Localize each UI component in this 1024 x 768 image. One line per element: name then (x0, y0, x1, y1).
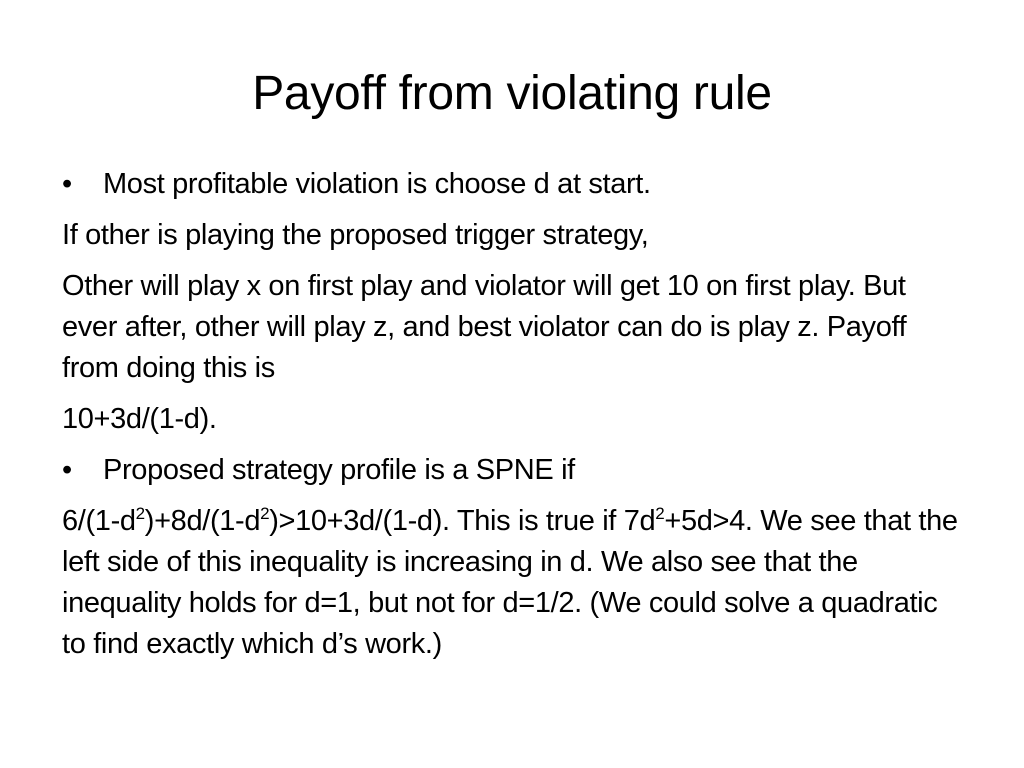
bullet-text-2: Proposed strategy profile is a SPNE if (103, 454, 575, 486)
exponent-2: 2 (260, 504, 270, 523)
inequality-text-1: 6/(1-d (62, 505, 136, 537)
exponent-1: 2 (135, 504, 145, 523)
bullet-item-1 (62, 164, 962, 205)
slide-title: Payoff from violating rule (252, 67, 772, 120)
paragraph-1: If other is playing the proposed trigger strategy, (62, 219, 649, 251)
bullet-text-1: Most profitable violation is choose d at start. (103, 168, 651, 200)
bullet-marker: • (62, 454, 72, 486)
paragraph-2: Other will play x on first play and violator will get 10 on first play. But ever after, other will play z, and best violator can do is play z. Payoff from doing this is (62, 270, 907, 384)
inequality-text-3: )>10+3d/(1-d). This is true if 7d (269, 505, 656, 537)
paragraph-3: 10+3d/(1-d). (62, 403, 217, 435)
bullet-item-2 (62, 450, 962, 491)
exponent-3: 2 (655, 504, 665, 523)
bullet-marker: • (62, 168, 72, 200)
inequality-text-4: +5d>4. We see that the left side of this inequality is increasing in d. We also see that the inequality holds for d=1, but not for d=1/2. (We could solve a quadratic to find exactly which d’s work.) (62, 505, 958, 660)
inequality-paragraph (62, 501, 962, 665)
inequality-text-2: )+8d/(1-d (144, 505, 261, 537)
slide-body (62, 164, 962, 675)
